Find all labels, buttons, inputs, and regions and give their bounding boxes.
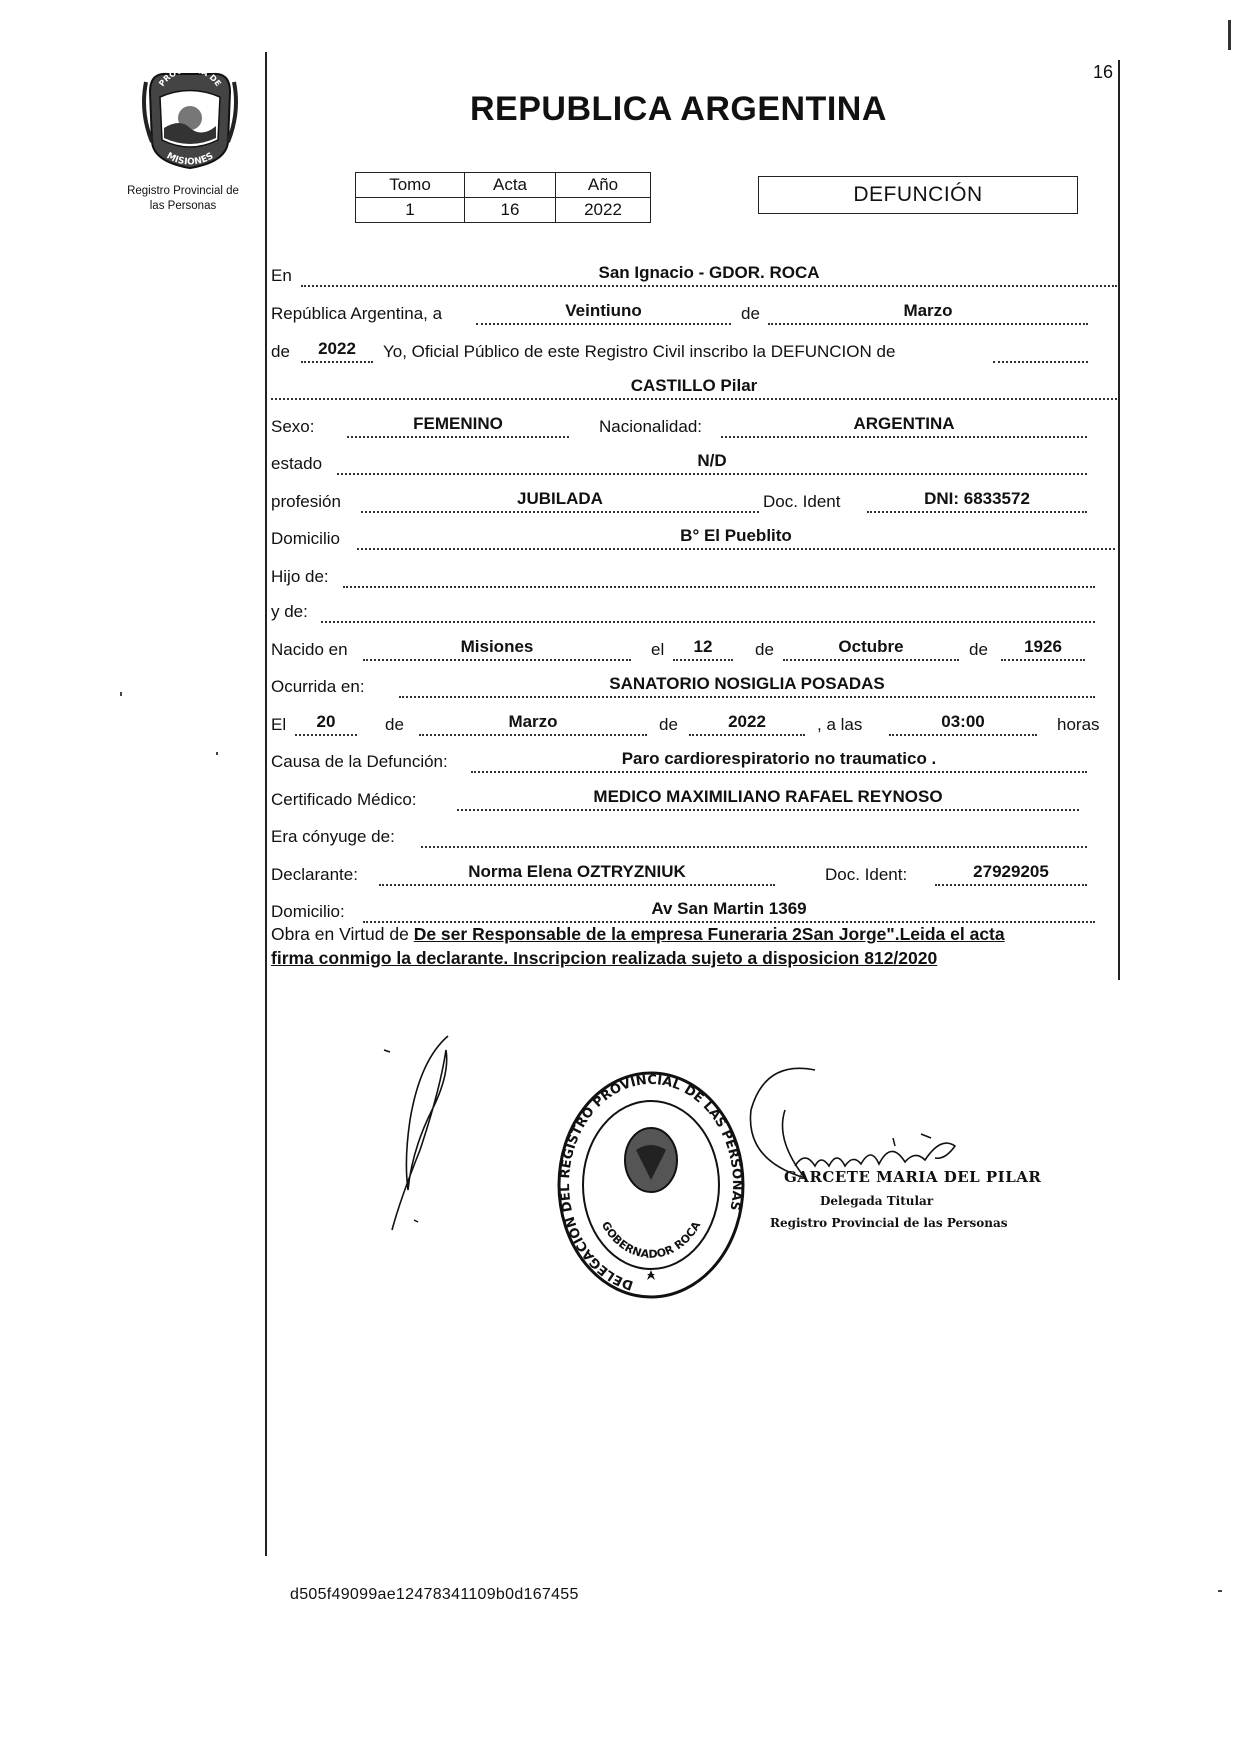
- label-de-1: de: [741, 304, 760, 323]
- label-de-2: de: [271, 342, 290, 361]
- field-sexo: FEMENINO: [347, 414, 569, 438]
- field-defuncion-dia: 20: [295, 712, 357, 736]
- field-defuncion-anio: 2022: [689, 712, 805, 736]
- field-dia-letras: Veintiuno: [476, 301, 731, 325]
- label-de-4: de: [969, 640, 988, 659]
- field-nacido-anio: 1926: [1001, 637, 1085, 661]
- scan-mark: [1228, 20, 1231, 50]
- row-nombre: [271, 375, 1119, 403]
- label-profesion: profesión: [271, 492, 341, 511]
- scan-dot: [120, 692, 122, 696]
- field-mes: Marzo: [768, 301, 1088, 325]
- label-republica: República Argentina, a: [271, 304, 443, 323]
- field-obra-line1: De ser Responsable de la empresa Funeraria 2San Jorge".Leida el acta: [413, 924, 1005, 944]
- row-profesion: [271, 488, 1119, 516]
- field-conyuge: [421, 824, 1087, 848]
- field-nacido-dia: 12: [673, 637, 733, 661]
- stamp-ring-text: DELEGACION DEL REGISTRO PROVINCIAL DE LAS PERSONAS: [557, 1072, 745, 1293]
- acta-header: Acta: [465, 173, 556, 198]
- field-nacionalidad: ARGENTINA: [721, 414, 1087, 438]
- label-domicilio: Domicilio: [271, 529, 340, 548]
- label-de-5: de: [385, 715, 404, 734]
- official-role: Delegada Titular: [820, 1194, 934, 1208]
- label-hijo-de: Hijo de:: [271, 567, 329, 586]
- registry-name-line1: Registro Provincial de: [127, 185, 239, 197]
- row-causa: [271, 748, 1119, 776]
- province-crest-icon: [140, 62, 240, 172]
- left-margin-line: [265, 52, 267, 1556]
- row-declarante: [271, 861, 1119, 889]
- row-conyuge: [271, 823, 1119, 851]
- label-ocurrida-en: Ocurrida en:: [271, 677, 365, 696]
- field-causa: Paro cardiorespiratorio no traumatico .: [471, 749, 1087, 773]
- row-yo-oficial: [271, 338, 1119, 366]
- document-hash: d505f49099ae12478341109b0d167455: [290, 1586, 579, 1603]
- label-causa: Causa de la Defunción:: [271, 752, 448, 771]
- field-y-de: [321, 599, 1095, 623]
- row-ocurrida: [271, 673, 1119, 701]
- field-ocurrida-en: SANATORIO NOSIGLIA POSADAS: [399, 674, 1095, 698]
- stamp-inner-text: GOBERNADOR ROCA: [598, 1219, 704, 1261]
- field-defuncion-mes: Marzo: [419, 712, 647, 736]
- official-organization: Registro Provincial de las Personas: [770, 1216, 1008, 1230]
- row-y-de: [271, 598, 1119, 626]
- field-nacido-en: Misiones: [363, 637, 631, 661]
- anio-header: Año: [556, 173, 651, 198]
- field-doc-ident: DNI: 6833572: [867, 489, 1087, 513]
- row-lugar: [271, 262, 1119, 290]
- label-certificado: Certificado Médico:: [271, 790, 417, 809]
- tomo-header: Tomo: [356, 173, 465, 198]
- crest-top-text: PROVINCIA DE: [157, 64, 223, 89]
- row-estado: [271, 450, 1119, 478]
- declarant-signature: [380, 1030, 490, 1240]
- official-stamp: [556, 1070, 746, 1300]
- field-defuncion-hora: 03:00: [889, 712, 1037, 736]
- field-declarante-domicilio: Av San Martin 1369: [363, 899, 1095, 923]
- acta-value: 16: [465, 198, 556, 223]
- field-declarante: Norma Elena OZTRYZNIUK: [379, 862, 775, 886]
- crest-bottom-text: MISIONES: [164, 151, 216, 168]
- field-profesion: JUBILADA: [361, 489, 759, 513]
- field-declarante-doc: 27929205: [935, 862, 1087, 886]
- scan-dot: [216, 752, 218, 755]
- anio-value: 2022: [556, 198, 651, 223]
- field-nombre: CASTILLO Pilar: [271, 376, 1117, 400]
- label-en: En: [271, 266, 292, 285]
- field-nacido-mes: Octubre: [783, 637, 959, 661]
- row-fecha: [271, 300, 1119, 328]
- field-blank-end: [993, 339, 1088, 363]
- label-declarante: Declarante:: [271, 865, 358, 884]
- row-sexo: [271, 413, 1119, 441]
- tomo-value: 1: [356, 198, 465, 223]
- registry-name: [108, 184, 258, 214]
- obra-en-virtud: [271, 922, 1126, 970]
- row-domicilio: [271, 525, 1119, 553]
- label-de-6: de: [659, 715, 678, 734]
- field-obra-line2: firma conmigo la declarante. Inscripcion realizada sujeto a disposicion 812/2020: [271, 948, 938, 968]
- label-horas: horas: [1057, 715, 1100, 734]
- record-type-box: DEFUNCIÓN: [758, 176, 1078, 214]
- field-estado: N/D: [337, 451, 1087, 475]
- label-doc-ident: Doc. Ident: [763, 492, 841, 511]
- document-title: REPUBLICA ARGENTINA: [470, 90, 887, 128]
- row-defuncion-fecha: [271, 711, 1119, 739]
- field-domicilio: B° El Pueblito: [357, 526, 1115, 550]
- label-el-cap: El: [271, 715, 287, 734]
- page-number: 16: [1093, 62, 1114, 82]
- row-certificado: [271, 786, 1119, 814]
- label-a-las: , a las: [817, 715, 863, 734]
- label-el: el: [651, 640, 665, 659]
- label-doc-ident-2: Doc. Ident:: [825, 865, 908, 884]
- field-lugar: San Ignacio - GDOR. ROCA: [301, 263, 1117, 287]
- label-conyuge: Era cónyuge de:: [271, 827, 395, 846]
- label-domicilio-2: Domicilio:: [271, 902, 345, 921]
- record-table: [355, 172, 651, 223]
- field-certificado: MEDICO MAXIMILIANO RAFAEL REYNOSO: [457, 787, 1079, 811]
- registry-name-line2: las Personas: [149, 200, 217, 212]
- label-estado: estado: [271, 454, 323, 473]
- field-anio: 2022: [301, 339, 373, 363]
- label-yo-oficial: Yo, Oficial Público de este Registro Civil inscribo la DEFUNCION de: [383, 342, 896, 361]
- row-hijo-de: [271, 563, 1119, 591]
- label-obra: Obra en Virtud de: [271, 924, 409, 944]
- row-nacido: [271, 636, 1119, 664]
- scan-dot: [1218, 1590, 1222, 1592]
- label-sexo: Sexo:: [271, 417, 315, 436]
- official-name: GARCETE MARIA DEL PILAR: [784, 1168, 1042, 1186]
- label-nacionalidad: Nacionalidad:: [599, 417, 703, 436]
- label-nacido-en: Nacido en: [271, 640, 348, 659]
- stamp-star-icon: [647, 1270, 655, 1280]
- label-de-3: de: [755, 640, 774, 659]
- label-y-de: y de:: [271, 602, 308, 621]
- field-hijo-de: [343, 564, 1095, 588]
